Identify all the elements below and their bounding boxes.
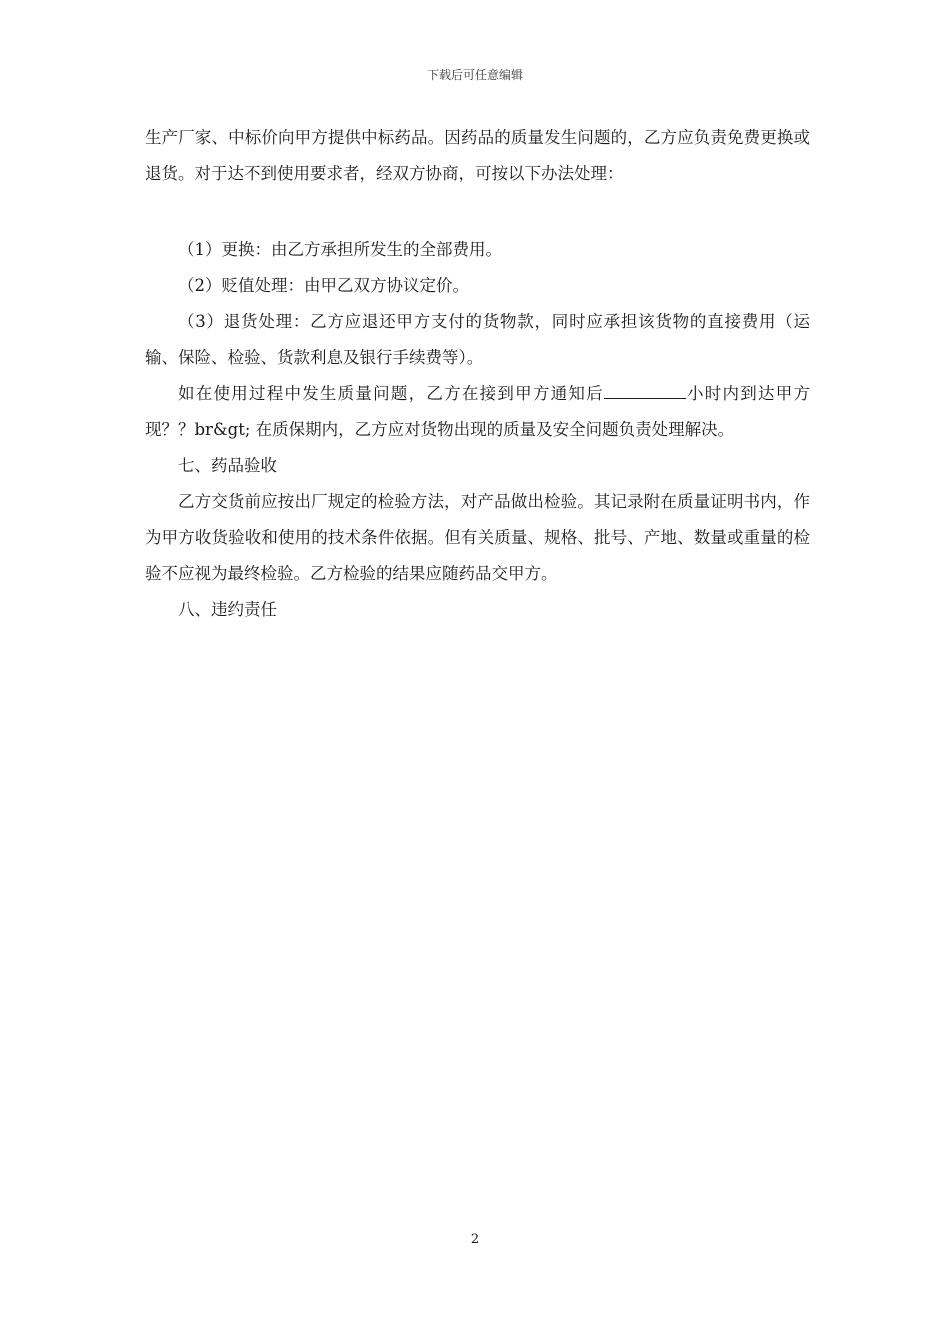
paragraph-quality-issue: [145, 376, 810, 448]
document-body: [145, 120, 810, 628]
list-item-replace: （1）更换：由乙方承担所发生的全部费用。: [178, 240, 502, 259]
page-header: 下载后可任意编辑: [426, 68, 523, 82]
paragraph-continuation: 生产厂家、中标价向甲方提供中标药品。因药品的质量发生问题的，乙方应负责免费更换或退货。对于达不到使用要求者，经双方协商，可按以下办法处理：: [145, 128, 810, 183]
section-heading-liability: 八、违约责任: [178, 600, 277, 619]
quality-issue-text-before: 如在使用过程中发生质量问题，乙方在接到甲方通知后: [178, 384, 604, 403]
paragraph-acceptance: 乙方交货前应按出厂规定的检验方法，对产品做出检验。其记录附在质量证明书内，作为甲方收货验收和使用的技术条件依据。但有关质量、规格、批号、产地、数量或重量的检验不应视为最终检验。乙方检验的结果应随药品交甲方。: [145, 492, 810, 583]
quality-issue-text-after: 小时内到达甲方现？？br&gt; 在质保期内，乙方应对货物出现的质量及安全问题负责处理解决。: [145, 384, 811, 439]
list-item-depreciation: （2）贬值处理：由甲乙双方协议定价。: [178, 276, 469, 295]
hours-blank-field: [604, 380, 686, 399]
list-item-return: （3）退货处理：乙方应退还甲方支付的货物款，同时应承担该货物的直接费用（运输、保险、检验、货款利息及银行手续费等）。: [145, 312, 810, 367]
page-number: 2: [470, 1232, 480, 1247]
section-heading-acceptance: 七、药品验收: [178, 456, 277, 475]
